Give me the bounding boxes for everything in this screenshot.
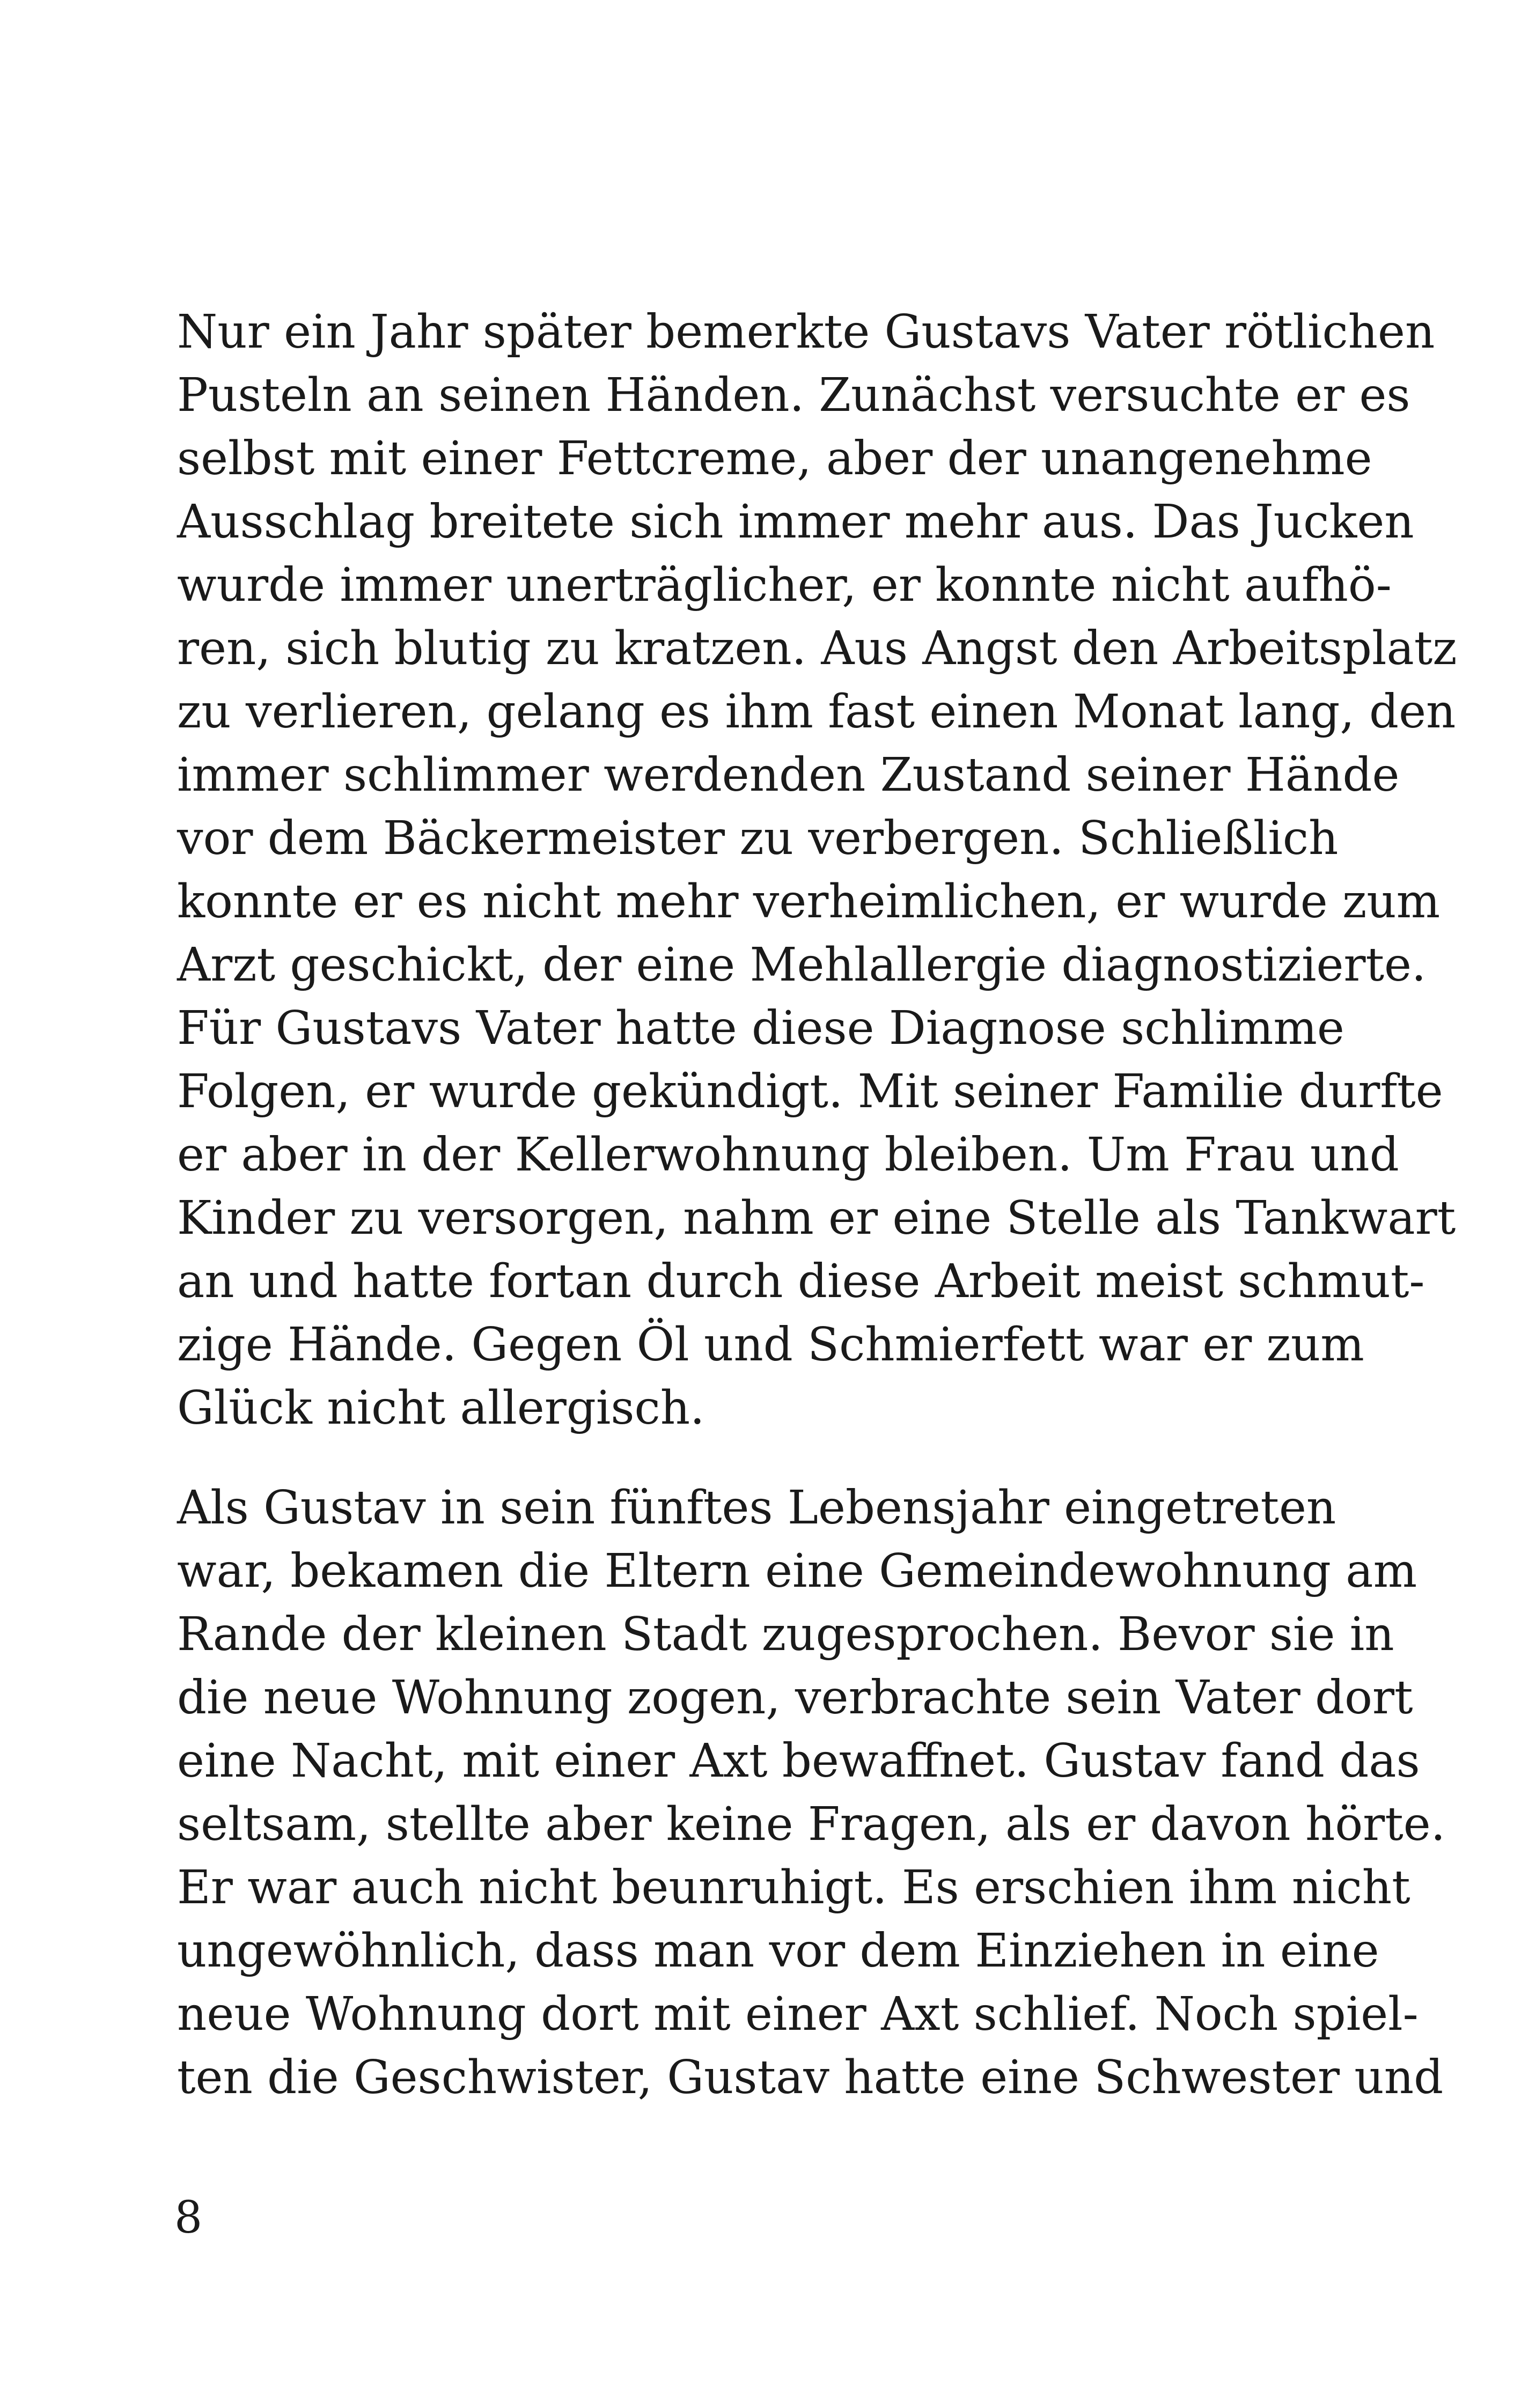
text-line: Für Gustavs Vater hatte diese Diagnose schlimme [177,1002,1344,1055]
text-line: Nur ein Jahr später bemerkte Gustavs Vater rötlichen [177,305,1435,359]
text-line: Kinder zu versorgen, nahm er eine Stelle als Tankwart [177,1191,1456,1245]
paragraph-gap [177,1440,1320,1476]
body-text [177,300,1457,2109]
text-line: Pusteln an seinen Händen. Zunächst versuchte er es [177,369,1410,422]
paragraph-2 [177,1476,1446,2109]
text-line: Rande der kleinen Stadt zugesprochen. Bevor sie in [177,1608,1394,1661]
text-line: Er war auch nicht beunruhigt. Es erschien ihm nicht [177,1861,1410,1914]
text-line: an und hatte fortan durch diese Arbeit meist schmut- [177,1255,1425,1308]
text-line: Ausschlag breitete sich immer mehr aus. Das Jucken [177,495,1414,549]
text-line: eine Nacht, mit einer Axt bewaffnet. Gustav fand das [177,1734,1420,1788]
text-line: ren, sich blutig zu kratzen. Aus Angst den Arbeitsplatz [177,622,1457,675]
text-line: neue Wohnung dort mit einer Axt schlief. Noch spiel- [177,1987,1419,2041]
text-line: selbst mit einer Fettcreme, aber der unangenehme [177,432,1372,485]
text-line: seltsam, stellte aber keine Fragen, als er davon hörte. [177,1798,1446,1851]
page-number: 8 [174,2192,203,2243]
text-line: wurde immer unerträglicher, er konnte nicht aufhö- [177,558,1392,612]
text-line: vor dem Bäckermeister zu verbergen. Schließlich [177,812,1339,865]
text-line: konnte er es nicht mehr verheimlichen, er wurde zum [177,875,1441,929]
text-line: zu verlieren, gelang es ihm fast einen Monat lang, den [177,685,1456,739]
text-line: Folgen, er wurde gekündigt. Mit seiner Familie durfte [177,1065,1443,1118]
text-line: Arzt geschickt, der eine Mehlallergie diagnostizierte. [177,938,1427,992]
text-line: war, bekamen die Eltern eine Gemeindewohnung am [177,1544,1417,1598]
text-line: er aber in der Kellerwohnung bleiben. Um Frau und [177,1128,1399,1182]
text-line: zige Hände. Gegen Öl und Schmierfett war er zum [177,1318,1364,1372]
text-line: ten die Geschwister, Gustav hatte eine Schwester und [177,2051,1444,2104]
text-line: Glück nicht allergisch. [177,1381,705,1435]
text-line: Als Gustav in sein fünftes Lebensjahr eingetreten [177,1481,1336,1535]
text-line: immer schlimmer werdenden Zustand seiner Hände [177,748,1400,802]
text-line: ungewöhnlich, dass man vor dem Einziehen in eine [177,1924,1379,1978]
text-line: die neue Wohnung zogen, verbrachte sein Vater dort [177,1671,1413,1725]
paragraph-1 [177,300,1457,1440]
